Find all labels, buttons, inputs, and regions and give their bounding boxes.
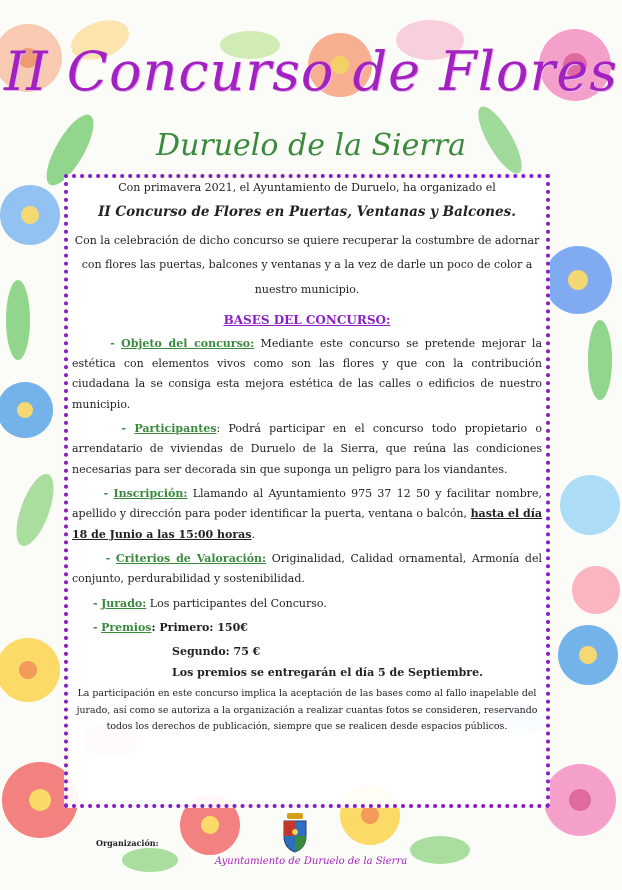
item-label: Objeto del concurso: [121,336,255,350]
item-text: Llamando al Ayuntamiento 975 37 12 50 y facilitar nombre, apellido y dirección para poder identificar la puerta, ventana o balcón, [72,486,542,521]
poster-subtitle: Duruelo de la Sierra [156,128,466,163]
item-label: Jurado: [101,596,147,610]
contest-name: II Concurso de Flores en Puertas, Ventanas y Balcones [98,203,512,220]
item-text: : Podrá participar en el concurso todo propietario o arrendatario de viviendas de Duruelo de la Sierra, que reúna las condiciones necesarias para ser decorada sin que suponga un peligro para los viandantes. [72,421,542,476]
poster-content [72,178,542,736]
item-tail: . [251,527,255,541]
item-dash: - [92,596,98,610]
contest-name-heading [72,200,542,226]
item-dash: - [92,621,98,635]
contest-name-end: . [511,203,516,220]
item-dash: - [121,421,127,435]
item-dash: - [110,336,115,350]
intro-line: Con primavera 2021, el Ayuntamiento de Duruelo, ha organizado el [118,181,496,194]
bases-heading: BASES DEL CONCURSO: [223,312,391,327]
base-item-objeto [72,334,542,415]
item-text: Originalidad, Calidad ornamental, Armonía del conjunto, perdurabilidad y sostenibilidad. [72,552,542,586]
item-text: Mediante este concurso se pretende mejorar la estética con elementos vivos como son las flores y que con la contribución ciudadana la se consiga esta mejora estética de las calles o edificios de nuestro municipio. [72,336,543,411]
poster-title: II Concurso de Flores [3,40,619,103]
intro-body: Con la celebración de dicho concurso se quiere recuperar la costumbre de adornar con flores las puertas, balcones y ventanas y a la vez de darle un poco de color a nuestro municipio. [74,233,540,297]
footer-note: La participación en este concurso implica la aceptación de las bases como al fallo inapelable del jurado, así como se autoriza a la organización a realizar cuantas fotos se consideren, reservando todos los derechos de publicación, siempre que se realicen desde espacios públicos. [76,688,538,733]
prize-delivery-date: Los premios se entregarán el día 5 de Septiembre. [172,666,483,680]
base-item-premios [72,618,542,638]
organization-name: Ayuntamiento de Duruelo de la Sierra [214,856,408,867]
item-label: Premios [101,621,152,635]
base-item-criterios [72,549,542,590]
deadline-text: hasta el día 18 de Junio a las 15:00 horas [72,507,542,541]
item-label: Participantes [134,421,217,435]
first-prize: : Primero: 150€ [151,621,248,635]
item-label: Inscripción: [113,486,188,500]
item-dash: - [103,486,109,500]
base-item-participantes [72,419,542,480]
coat-of-arms-icon [280,812,310,854]
base-item-jurado [72,594,542,614]
item-label: Criterios de Valoración: [115,552,267,566]
base-item-inscripcion [72,484,542,545]
organization-label: Organización: [96,838,159,848]
item-dash: - [105,552,111,566]
second-prize: Segundo: 75 € [172,645,261,659]
item-text: Los participantes del Concurso. [146,596,327,610]
